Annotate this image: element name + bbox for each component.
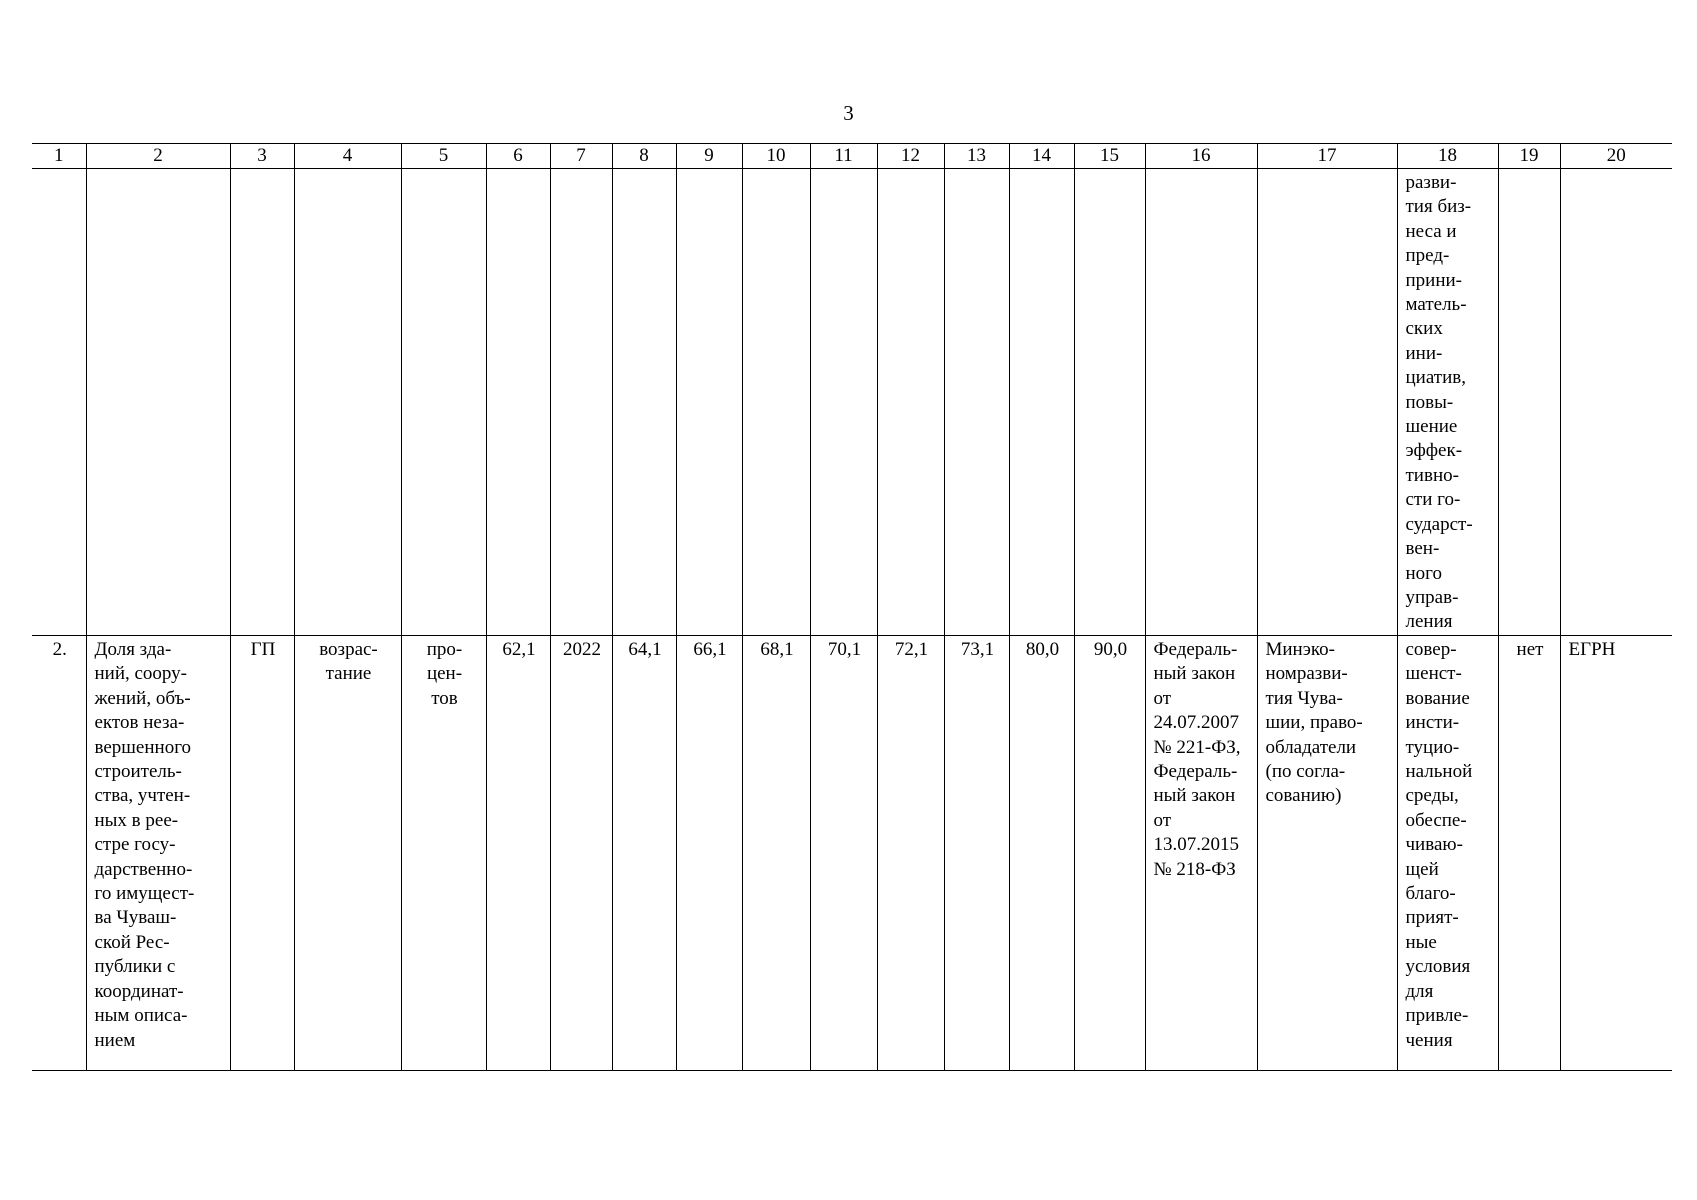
text-line: 13.07.2015 xyxy=(1153,834,1239,856)
text-line: Федераль- xyxy=(1153,761,1238,783)
column-number: 13 xyxy=(944,144,1009,169)
table-header-row xyxy=(32,144,1672,169)
column-number: 10 xyxy=(742,144,810,169)
column-number: 4 xyxy=(294,144,401,169)
column-number: 17 xyxy=(1257,144,1397,169)
text-line: от xyxy=(1153,809,1172,831)
value-cell: 72,1 xyxy=(877,636,944,1071)
text-line: тия Чува- xyxy=(1265,687,1343,709)
text-line: Доля зда- xyxy=(94,639,172,660)
value-cell: 68,1 xyxy=(742,636,810,1071)
text-line: привле- xyxy=(1405,1005,1469,1027)
column-number: 2 xyxy=(86,144,230,169)
value-cell: 66,1 xyxy=(676,636,742,1071)
text-line: прини- xyxy=(1405,269,1462,291)
text-line: публики с xyxy=(94,956,176,978)
text-line: ный закон xyxy=(1153,663,1236,685)
column-number: 1 xyxy=(32,144,86,169)
text-line: номразви- xyxy=(1265,663,1348,685)
column-number: 9 xyxy=(676,144,742,169)
value-cell: 73,1 xyxy=(944,636,1009,1071)
text-line: повы- xyxy=(1405,391,1454,413)
text-line: туцио- xyxy=(1405,736,1460,758)
column-number: 16 xyxy=(1145,144,1257,169)
text-line: ства, учтен- xyxy=(94,785,191,807)
text-line: ектов неза- xyxy=(94,712,185,734)
text-line: № 221-ФЗ, xyxy=(1153,736,1241,758)
column-number: 3 xyxy=(230,144,294,169)
text-line: ный закон xyxy=(1153,785,1236,807)
text-line: шенст- xyxy=(1405,663,1462,685)
text-line: вование xyxy=(1405,687,1470,709)
goal-cell xyxy=(1397,636,1498,1071)
base-value-cell: 62,1 xyxy=(486,636,550,1071)
text-line: инсти- xyxy=(1405,712,1460,734)
column-number: 7 xyxy=(550,144,612,169)
text-line: Минэко- xyxy=(1265,639,1335,660)
text-line: от xyxy=(1153,687,1172,709)
responsible-cell xyxy=(1257,636,1397,1071)
text-line: чиваю- xyxy=(1405,834,1463,856)
text-line: ным описа- xyxy=(94,1005,188,1027)
text-line: (по согла- xyxy=(1265,761,1346,783)
column-number: 5 xyxy=(401,144,486,169)
source-type-cell: ГП xyxy=(230,636,294,1071)
table-row-continued xyxy=(32,169,1672,636)
text-line: сти го- xyxy=(1405,489,1461,511)
text-line: условия xyxy=(1405,956,1471,978)
text-line: жений, объ- xyxy=(94,687,191,709)
text-line: тия биз- xyxy=(1405,196,1472,218)
legal-basis-cell xyxy=(1145,636,1257,1071)
text-line: вен- xyxy=(1405,538,1440,560)
text-line: тов xyxy=(431,687,458,709)
text-line: неса и xyxy=(1405,220,1457,242)
text-line: для xyxy=(1405,980,1434,1002)
text-line: строитель- xyxy=(94,761,182,783)
text-line: Федераль- xyxy=(1153,639,1238,660)
text-line: щей xyxy=(1405,858,1439,880)
text-line: прият- xyxy=(1405,907,1459,929)
text-line: тание xyxy=(325,663,372,685)
value-cell: 70,1 xyxy=(810,636,877,1071)
text-line: шение xyxy=(1405,416,1458,438)
column-number: 11 xyxy=(810,144,877,169)
text-line: управ- xyxy=(1405,586,1459,608)
text-line: ва Чуваш- xyxy=(94,907,177,929)
text-line: сударст- xyxy=(1405,513,1473,535)
indicator-name-cell xyxy=(86,636,230,1071)
text-line: ний, соору- xyxy=(94,663,188,685)
text-line: вершенного xyxy=(94,736,192,758)
text-line: нальной xyxy=(1405,761,1473,783)
column-number: 19 xyxy=(1498,144,1560,169)
text-line: эффек- xyxy=(1405,440,1463,462)
column-number: 8 xyxy=(612,144,676,169)
column-number: 12 xyxy=(877,144,944,169)
column-number: 6 xyxy=(486,144,550,169)
column-number: 14 xyxy=(1009,144,1074,169)
text-line: сованию) xyxy=(1265,785,1342,807)
text-line: нием xyxy=(94,1029,136,1051)
text-line: № 218-ФЗ xyxy=(1153,858,1236,880)
info-system-cell: ЕГРН xyxy=(1560,636,1672,1071)
value-cell: 90,0 xyxy=(1074,636,1145,1071)
dynamics-cell xyxy=(294,636,401,1071)
text-line: совер- xyxy=(1405,639,1457,660)
text-line: матель- xyxy=(1405,294,1467,316)
text-line: разви- xyxy=(1405,172,1457,193)
row-number-cell: 2. xyxy=(32,636,86,1071)
page-number: 3 xyxy=(843,101,854,125)
text-line: возрас- xyxy=(319,639,378,660)
text-line: ления xyxy=(1405,611,1453,633)
unit-cell xyxy=(401,636,486,1071)
text-line: цен- xyxy=(426,663,463,685)
text-line: координат- xyxy=(94,980,184,1002)
indicator-table xyxy=(32,143,1672,1071)
value-cell: 80,0 xyxy=(1009,636,1074,1071)
text-line: ини- xyxy=(1405,342,1443,364)
text-line: благо- xyxy=(1405,883,1456,905)
column-number: 18 xyxy=(1397,144,1498,169)
text-line: ного xyxy=(1405,562,1442,584)
goal-cell-continued xyxy=(1397,169,1498,636)
flag-cell: нет xyxy=(1498,636,1560,1071)
value-cell: 64,1 xyxy=(612,636,676,1071)
text-line: среды, xyxy=(1405,785,1459,807)
table-row xyxy=(32,636,1672,1071)
text-line: дарственно- xyxy=(94,858,193,880)
text-line: тивно- xyxy=(1405,464,1459,486)
column-number: 15 xyxy=(1074,144,1145,169)
text-line: ской Рес- xyxy=(94,931,170,953)
text-line: циатив, xyxy=(1405,367,1466,389)
text-line: 24.07.2007 xyxy=(1153,712,1239,734)
text-line: обеспе- xyxy=(1405,809,1467,831)
text-line: го имущест- xyxy=(94,883,195,905)
text-line: стре госу- xyxy=(94,834,176,856)
column-number: 20 xyxy=(1560,144,1672,169)
text-line: пред- xyxy=(1405,245,1450,267)
text-line: чения xyxy=(1405,1029,1453,1051)
text-line: ских xyxy=(1405,318,1443,340)
text-line: ные xyxy=(1405,931,1437,953)
text-line: про- xyxy=(426,639,463,660)
base-year-cell: 2022 xyxy=(550,636,612,1071)
text-line: обладатели xyxy=(1265,736,1357,758)
text-line: ных в рее- xyxy=(94,809,179,831)
text-line: шии, право- xyxy=(1265,712,1363,734)
